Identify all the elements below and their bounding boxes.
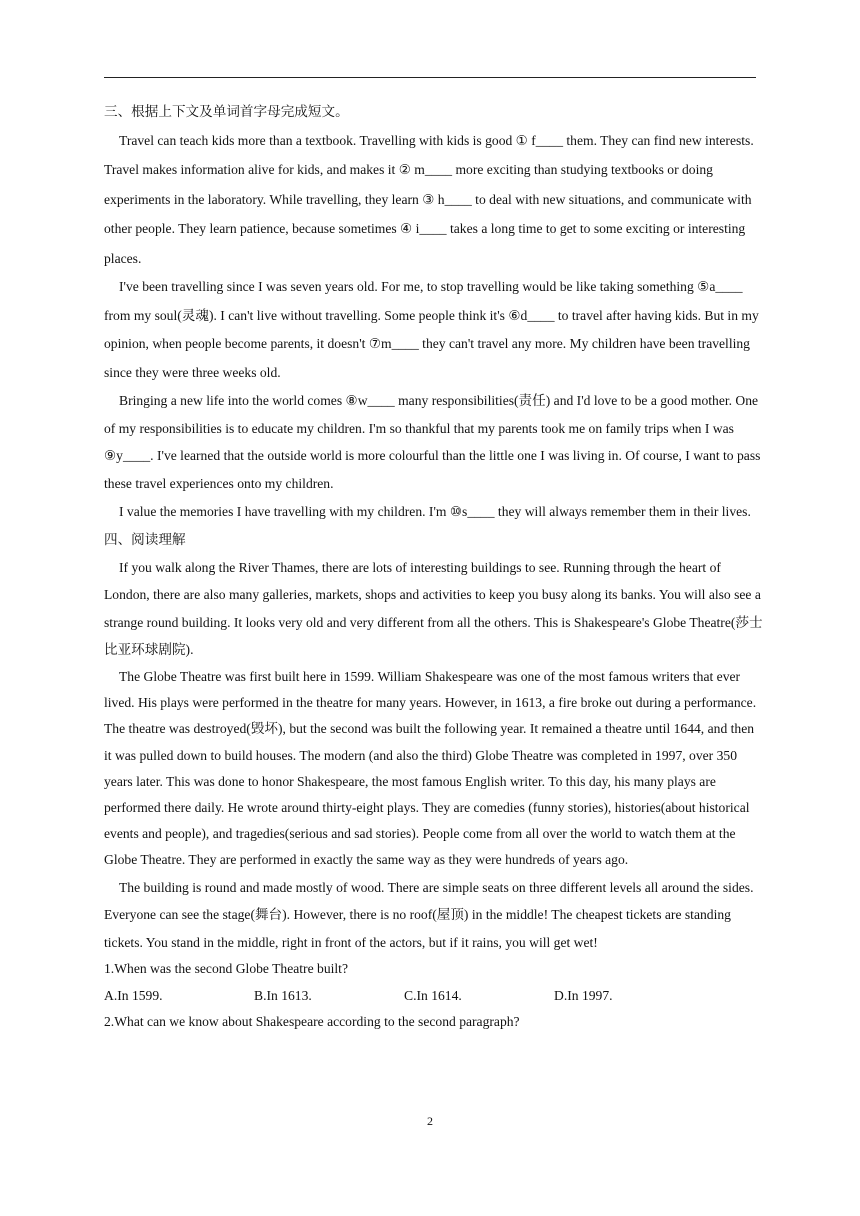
section-4-heading: 四、阅读理解 [104,531,186,547]
cloze-paragraph-1: Travel can teach kids more than a textbook. Travelling with kids is good ① f____ them. They can find new interests. Travel makes information alive for kids, and makes it ② m____ more exciting than studying textbooks or doing experiments in the laboratory. While travelling, they learn ③ h____ to deal with new situations, and communicate with other people. They learn patience, because sometimes ④ i____ takes a long time to get to some exciting or interesting places. [104,133,754,266]
reading-paragraph-2: The Globe Theatre was first built here in 1599. William Shakespeare was one of the most famous writers that ever lived. His plays were performed in the theatre for many years. However, in 1613, a fire broke out during a performance. The theatre was destroyed(毁坏), but the second was built the following year. It remained a theatre until 1644, and then it was pulled down to build houses. The modern (and also the third) Globe Theatre was completed in 1997, over 350 years later. This was done to honor Shakespeare, the most famous English writer. To this day, his many plays are performed there daily. He wrote around thirty-eight plays. They are comedies (funny stories), histories(about historical events and people), and tragedies(serious and sad stories). People come from all over the world to watch them at the Globe Theatre. They are performed in exactly the same way as they were hundreds of years ago. [104,668,757,868]
cloze-paragraph-2: I've been travelling since I was seven years old. For me, to stop travelling would be like taking something ⑤a____ from my soul(灵魂). I can't live without travelling. Some people think it's ⑥d____ to travel after having kids. But in my opinion, when people become parents, it doesn't ⑦m____ they can't travel any more. My children have been travelling since they were three weeks old. [104,279,759,380]
option-d: D.In 1997. [554,987,613,1003]
option-a: A.In 1599. [104,987,163,1003]
cloze-paragraph-3: Bringing a new life into the world comes ⑧w____ many responsibilities(责任) and I'd love to be a good mother. One of my responsibilities is to educate my children. I'm so thankful that my parents took me on family trips when I was ⑨y____. I've learned that the outside world is more colourful than the little one I was living in. Of course, I want to pass these travel experiences onto my children. [104,393,761,492]
cloze-paragraph-4: I value the memories I have travelling with my children. I'm ⑩s____ they will always remember them in their lives. [119,503,751,519]
option-c: C.In 1614. [404,987,462,1003]
page-number: 2 [427,1114,433,1128]
question-2: 2.What can we know about Shakespeare according to the second paragraph? [104,1014,520,1030]
page-content [104,98,764,1036]
section-3-heading: 三、根据上下文及单词首字母完成短文。 [104,104,349,119]
header-rule [104,77,756,78]
question-1: 1.When was the second Globe Theatre built? [104,961,348,977]
reading-paragraph-1: If you walk along the River Thames, there are lots of interesting buildings to see. Running through the heart of London, there are also many galleries, markets, shops and activities to keep you busy along its banks. You will also see a strange round building. It looks very old and very different from all the others. This is Shakespeare's Globe Theatre(莎士比亚环球剧院). [104,559,763,658]
reading-paragraph-3: The building is round and made mostly of wood. There are simple seats on three different levels all around the sides. Everyone can see the stage(舞台). However, there is no roof(屋顶) in the middle! The cheapest tickets are standing tickets. You stand in the middle, right in front of the actors, but if it rains, you will get wet! [104,879,754,950]
question-1-options [104,983,764,1010]
option-b: B.In 1613. [254,987,312,1003]
